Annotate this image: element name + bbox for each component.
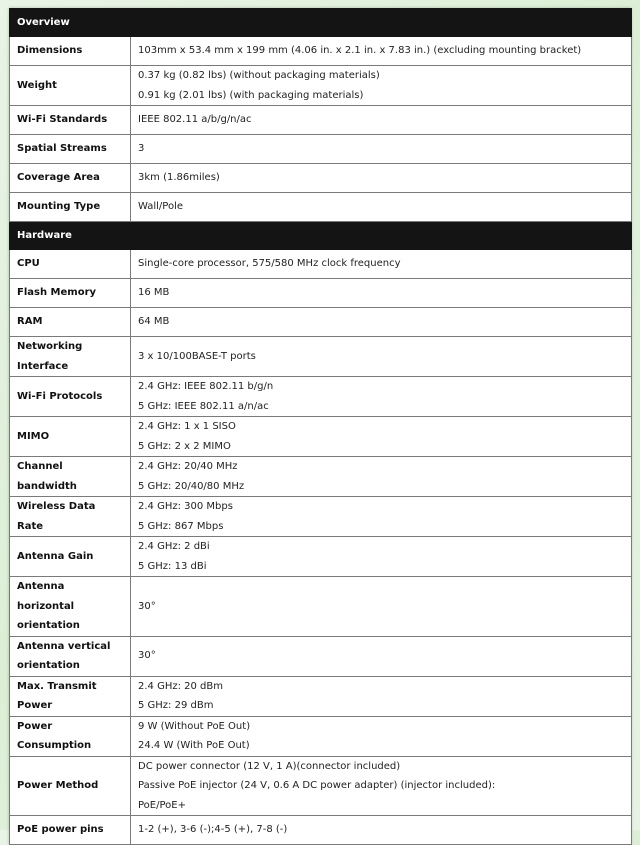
section-header-overview [10, 9, 632, 37]
spec-value [131, 676, 632, 716]
spec-value-line: 1-2 (+), 3-6 (-);4-5 (+), 7-8 (-) [138, 824, 288, 836]
spec-value-line: 0.91 kg (2.01 lbs) (with packaging materials) [138, 89, 364, 101]
spec-value-line: 2.4 GHz: 2 dBi [138, 541, 210, 552]
spec-value-line: 30° [138, 650, 156, 662]
spec-value-line: PoE/PoE+ [138, 799, 186, 811]
spec-row [10, 106, 632, 135]
section-title: Overview [10, 9, 632, 37]
spec-row [10, 497, 632, 537]
spec-label: Max. Transmit Power [10, 676, 131, 716]
spec-value [131, 308, 632, 337]
spec-row [10, 337, 632, 377]
spec-value-line: 103mm x 53.4 mm x 199 mm (4.06 in. x 2.1 in. x 7.83 in.) (excluding mounting bracket) [138, 45, 582, 57]
spec-row [10, 250, 632, 279]
spec-value-line: 5 GHz: 13 dBi [138, 560, 207, 572]
spec-value-line: 3 x 10/100BASE-T ports [138, 350, 256, 362]
spec-row [10, 193, 632, 222]
spec-row [10, 676, 632, 716]
spec-row [10, 816, 632, 845]
spec-value [131, 66, 632, 106]
spec-label: PoE power pins [10, 816, 131, 845]
spec-value [131, 37, 632, 66]
spec-row [10, 164, 632, 193]
spec-value-line: 0.37 kg (0.82 lbs) (without packaging materials) [138, 70, 380, 81]
spec-row [10, 577, 632, 637]
spec-value [131, 106, 632, 135]
spec-table-container [9, 8, 631, 845]
spec-value-line: 2.4 GHz: 20/40 MHz [138, 461, 238, 472]
spec-value-line: 24.4 W (With PoE Out) [138, 740, 250, 751]
spec-value [131, 377, 632, 417]
spec-value-line: 3 [138, 143, 145, 155]
spec-value-line: 5 GHz: 20/40/80 MHz [138, 480, 245, 492]
spec-value [131, 279, 632, 308]
spec-label: MIMO [10, 417, 131, 457]
spec-label: Wi-Fi Standards [10, 106, 131, 135]
spec-label: Networking Interface [10, 337, 131, 377]
spec-value [131, 816, 632, 845]
spec-value-line: 2.4 GHz: IEEE 802.11 b/g/n [138, 381, 274, 392]
spec-label: Channel bandwidth [10, 457, 131, 497]
spec-value-line: Single-core processor, 575/580 MHz clock frequency [138, 258, 401, 270]
spec-value-line: 16 MB [138, 287, 170, 299]
spec-label: Power Consumption [10, 716, 131, 756]
spec-value-line: IEEE 802.11 a/b/g/n/ac [138, 114, 252, 126]
spec-value-line: 64 MB [138, 316, 170, 328]
spec-value [131, 164, 632, 193]
spec-table [9, 8, 632, 845]
spec-label: Antenna Gain [10, 537, 131, 577]
spec-value-line: 2.4 GHz: 1 x 1 SISO [138, 421, 236, 432]
spec-row [10, 537, 632, 577]
spec-row [10, 417, 632, 457]
spec-row [10, 308, 632, 337]
spec-value [131, 577, 632, 637]
spec-value-line: 30° [138, 600, 156, 612]
spec-value [131, 497, 632, 537]
spec-value [131, 636, 632, 676]
spec-label: RAM [10, 308, 131, 337]
spec-row [10, 457, 632, 497]
spec-value [131, 135, 632, 164]
spec-table-body [10, 9, 632, 845]
spec-value-line: 3km (1.86miles) [138, 172, 220, 184]
spec-value [131, 250, 632, 279]
spec-value-line: 9 W (Without PoE Out) [138, 720, 251, 732]
spec-label: Flash Memory [10, 279, 131, 308]
spec-value [131, 756, 632, 816]
spec-value [131, 417, 632, 457]
spec-label: Weight [10, 66, 131, 106]
spec-value [131, 337, 632, 377]
spec-label: Mounting Type [10, 193, 131, 222]
spec-value-line: 2.4 GHz: 20 dBm [138, 680, 223, 692]
spec-label: CPU [10, 250, 131, 279]
spec-label: Power Method [10, 756, 131, 816]
section-header-hardware [10, 222, 632, 250]
spec-row [10, 66, 632, 106]
spec-value-line: 5 GHz: 867 Mbps [138, 520, 224, 532]
spec-value-line: 2.4 GHz: 300 Mbps [138, 501, 233, 512]
spec-label: Dimensions [10, 37, 131, 66]
spec-label: Coverage Area [10, 164, 131, 193]
spec-value [131, 716, 632, 756]
spec-label: Spatial Streams [10, 135, 131, 164]
spec-value-line: 5 GHz: 2 x 2 MIMO [138, 440, 231, 452]
spec-value [131, 537, 632, 577]
spec-label: Wireless Data Rate [10, 497, 131, 537]
spec-value [131, 193, 632, 222]
spec-row [10, 377, 632, 417]
spec-row [10, 716, 632, 756]
spec-row [10, 756, 632, 816]
spec-label: Antenna horizontal orientation [10, 577, 131, 637]
spec-row [10, 37, 632, 66]
spec-value-line: 5 GHz: IEEE 802.11 a/n/ac [138, 400, 269, 412]
spec-value-line: 5 GHz: 29 dBm [138, 700, 214, 711]
spec-label: Wi-Fi Protocols [10, 377, 131, 417]
spec-row [10, 636, 632, 676]
spec-value-line: Passive PoE injector (24 V, 0.6 A DC power adapter) (injector included): [138, 780, 496, 791]
spec-row [10, 279, 632, 308]
section-title: Hardware [10, 222, 632, 250]
spec-value-line: DC power connector (12 V, 1 A)(connector included) [138, 760, 401, 772]
spec-label: Antenna vertical orientation [10, 636, 131, 676]
spec-value [131, 457, 632, 497]
spec-row [10, 135, 632, 164]
spec-value-line: Wall/Pole [138, 201, 184, 213]
